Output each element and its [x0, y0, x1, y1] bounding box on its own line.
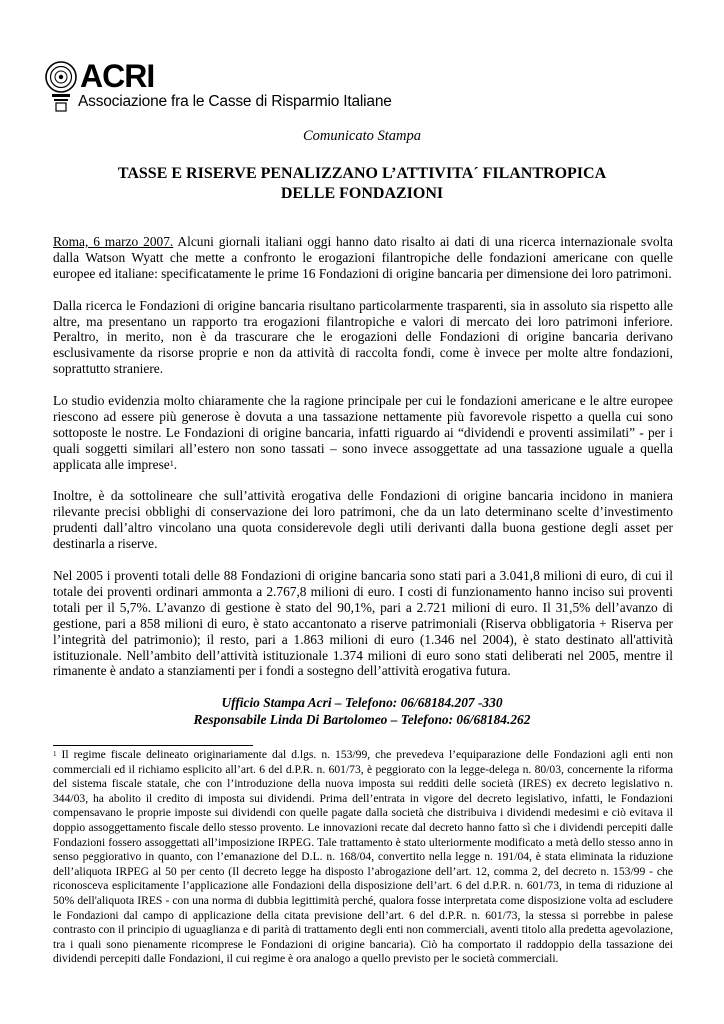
paragraph-1 [53, 234, 673, 282]
logo-wordmark: ACRI [80, 58, 155, 94]
acri-emblem-icon [44, 58, 78, 114]
paragraph-1-text: Alcuni giornali italiani oggi hanno dato risalto ai dati di una ricerca internazionale svolta dalla Watson Wyatt che mette a confronto le erogazioni filantropiche delle fondazioni americane con quelle europee ed italiane: specificatamente le prime 16 Fondazioni di origine bancaria per dimensione dei loro patrimoni. [53, 234, 673, 281]
headline-line-1: TASSE E RISERVE PENALIZZANO L’ATTIVITA´ FILANTROPICA [117, 165, 607, 182]
paragraph-4: Inoltre, è da sottolineare che sull’attività erogativa delle Fondazioni di origine bancaria incidono in maniera rilevante precisi obblighi di conservazione dei loro patrimoni, che da un lato determinano scelte d’investimento prudenti dall’altro vincolano una quota considerevole degli utili derivanti dalla buona gestione degli asset per destinarla a riserve. [53, 488, 673, 552]
paragraph-2: Dalla ricerca le Fondazioni di origine bancaria risultano particolarmente trasparenti, sia in assoluto sia rispetto alle altre, ma presentano un rapporto tra erogazioni filantropiche e valori di mercato dei loro patrimoni inferiore. Peraltro, in merito, non è da trascurare che le erogazioni delle Fondazioni di origine bancaria derivano esclusivamente da risorse proprie e non da attività di raccolta fondi, come è invece per molte altre fondazioni, soprattutto straniere. [53, 297, 673, 377]
dateline: Roma, 6 marzo 2007. [53, 234, 174, 249]
footnote [53, 748, 673, 967]
press-office-contact: Ufficio Stampa Acri – Telefono: 06/68184.207 -330 [221, 695, 503, 710]
footnote-text: Il regime fiscale delineato originariamente dal d.lgs. n. 153/99, che prevedeva l’equiparazione delle Fondazioni agli enti non commerciali ed il richiamo esplicito all’art. 6 del d.P.R. n. 601/73, è peggiorato con la legge-delega n. 80/03, concernente la riforma del sistema fiscale statale, che con l’introduzione della nuova imposta sui redditi delle società (IRES) ex decreto legislativo n. 344/03, ha abolito il credito di imposta sui dividendi. Prima dell’entrata in vigore del decreto legislativo, infatti, le Fondazioni compensavano le proprie imposte sui dividendi con quelle pagate dalla società che distribuiva i dividendi medesimi e ciò evitava il doppio assoggettamento fiscale dello stesso provento. Le innovazioni recate dal decreto hanno fatto sì che i dividendi percepiti dalle Fondazioni fossero assoggettati all’imposizione IRPEG. Tale trattamento è stato ulteriormente modificato a metà dello stesso anno in senso peggiorativo in quanto, con l’emanazione del D.L. n. 168/04, convertito nella legge n. 191/04, è stata eliminata la riduzione dell’aliquota IRPEG al 50 per cento (Il decreto legge ha disposto l’abrogazione dell’art. 12, comma 2, del decreto n. 153/99 - che riconosceva esplicitamente l’applicazione alle Fondazioni della disposizione dell’art. 6 del d.P.R. n. 601/73, in tema di riduzione al 50% dell'aliquota IRES - con una norma di dubbia legittimità perché, qualora fosse interpretata come disposizione volta ad escludere le Fondazioni dal campo di applicazione della citata previsione dell’art. 6 del d.P.R. n. 601/73, la stessa si porrebbe in palese contrasto con il principio di uguaglianza e di parità di trattamento degli enti non commerciali, aventi titolo alla predetta agevolazione, tra i quali sono pienamente ricomprese le Fondazioni di origine bancaria). Ciò ha comportato il raddoppio della tassazione dei dividendi percepiti dalle Fondazioni, il cui regime è ora analogo a quello previsto per le società commerciali. [53, 748, 673, 966]
article-body [53, 234, 673, 695]
press-release-kicker: Comunicato Stampa [302, 128, 421, 144]
footnote-number: 1 [53, 750, 57, 758]
acri-logo [44, 58, 392, 118]
press-contacts [0, 694, 724, 728]
press-manager-contact: Responsabile Linda Di Bartolomeo – Telefono: 06/68184.262 [193, 712, 531, 727]
paragraph-3-text: Lo studio evidenzia molto chiaramente che la ragione principale per cui le fondazioni americane e le altre europee riescono ad essere più generose è dovuta a una tassazione nettamente più favorevole rispetto a quella cui sono sottoposte le nostre. Le Fondazioni di origine bancaria, infatti riguardo ai “dividendi e proventi assimilati” - per i quali soggetti similari all’estero non sono tassati – sono invece assoggettate ad una tassazione uguale a quella applicata alle imprese [53, 393, 673, 472]
footnote-divider [53, 745, 253, 746]
headline [60, 164, 664, 204]
headline-line-2: DELLE FONDAZIONI [280, 185, 444, 202]
logo-subtitle: Associazione fra le Casse di Risparmio Italiane [78, 93, 392, 110]
footnote-reference: 1 [169, 458, 174, 468]
paragraph-5: Nel 2005 i proventi totali delle 88 Fondazioni di origine bancaria sono stati pari a 3.041,8 milioni di euro, di cui il totale dei proventi ordinari ammonta a 2.767,8 milioni di euro. I costi di funzionamento hanno inciso sui proventi totali per il 5,7%. L’avanzo di gestione è stato del 90,1%, pari a 2.721 milioni di euro. Il 31,5% dell’avanzo di gestione, pari a 858 milioni di euro, è stato accantonato a riserve patrimoniali (Riserva obbligatoria + Riserva per l’integrità del patrimonio); il resto, pari a 1.863 milioni di euro (1.346 nel 2004), è stato destinato all'attività istituzionale. Nell’ambito dell’attività istituzionale 1.374 milioni di euro sono stati deliberati nel 2005, mentre il rimanente è andato a stanziamenti per i fondi a sostegno dell’attività erogativa futura. [53, 567, 673, 679]
paragraph-3 [53, 393, 673, 473]
paragraph-3-end: . [173, 456, 178, 472]
